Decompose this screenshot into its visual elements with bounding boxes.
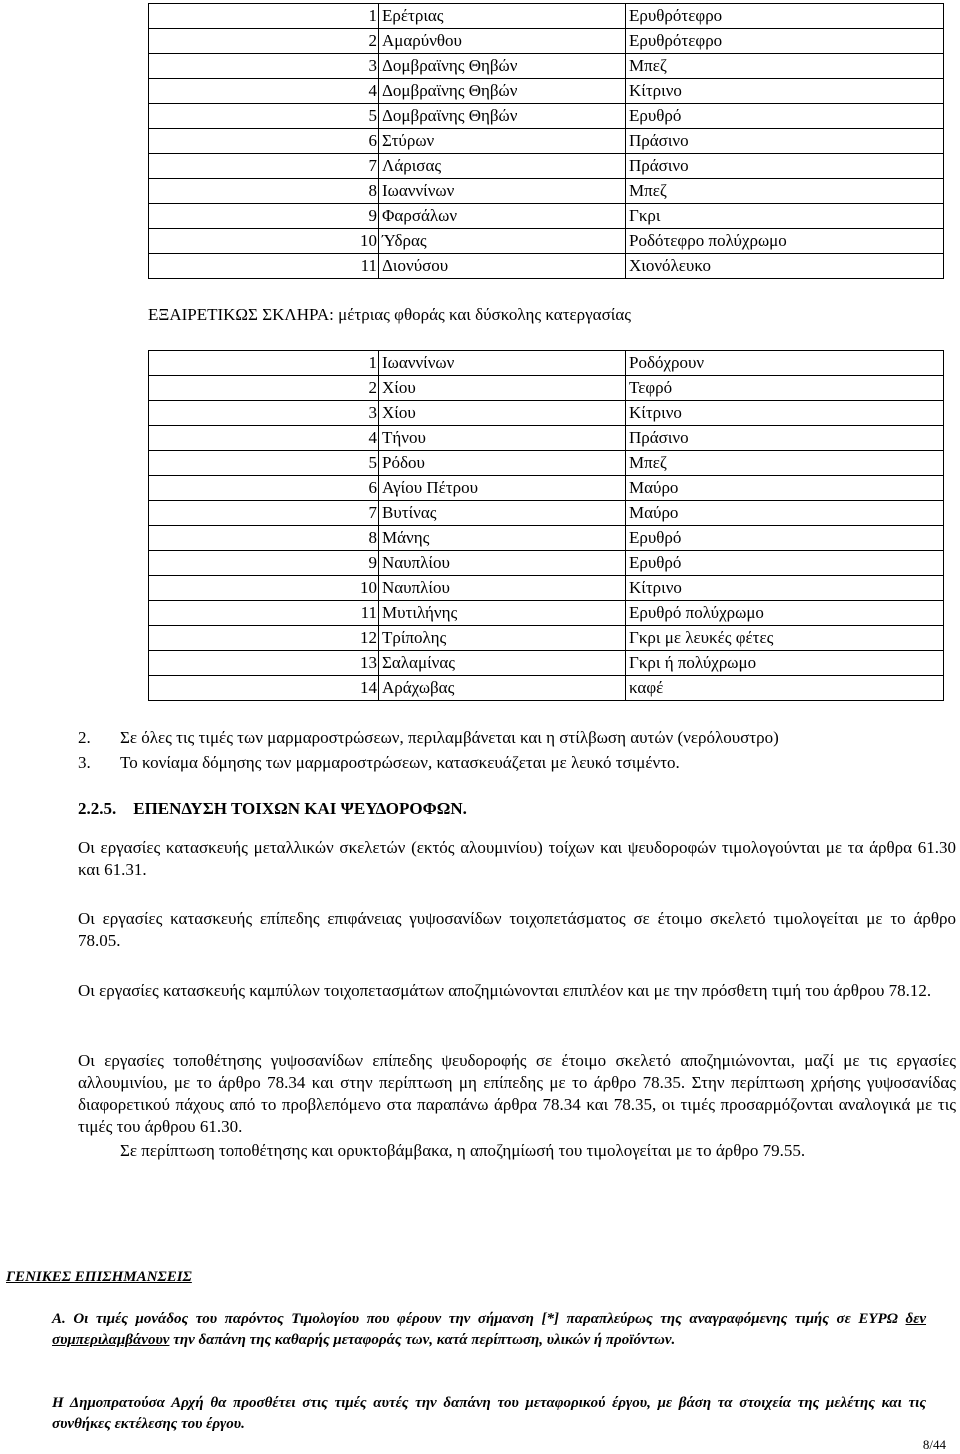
table-row <box>149 351 944 376</box>
note-a <box>52 1309 926 1351</box>
stone-color: Ροδότεφρο πολύχρωμο <box>626 229 944 254</box>
row-number: 2 <box>149 376 379 401</box>
row-number: 10 <box>149 229 379 254</box>
table-row <box>149 526 944 551</box>
stone-color: Ερυθρό <box>626 104 944 129</box>
quarry-name: Λάρισας <box>379 154 626 179</box>
table-row <box>149 204 944 229</box>
table-row <box>149 4 944 29</box>
table-row <box>149 179 944 204</box>
quarry-name: Ιωαννίνων <box>379 351 626 376</box>
quarry-name: Δομβραϊνης Θηβών <box>379 104 626 129</box>
stone-color: Ερυθρότεφρο <box>626 29 944 54</box>
table-row <box>149 551 944 576</box>
quarry-name: Στύρων <box>379 129 626 154</box>
table-row <box>149 576 944 601</box>
list-text: Σε όλες τις τιμές των μαρμαροστρώσεων, περιλαμβάνεται και η στίλβωση αυτών (νερόλουστρο) <box>120 728 779 747</box>
table-row <box>149 451 944 476</box>
note-a-part1: Α. Οι τιμές μονάδος του παρόντος Τιμολογίου που φέρουν την σήμανση [*] παραπλεύρως της αναγραφόμενης τιμής σε ΕΥΡΩ <box>52 1311 898 1327</box>
row-number: 7 <box>149 154 379 179</box>
table-row <box>149 54 944 79</box>
table-row <box>149 476 944 501</box>
list-number: 2. <box>78 728 91 747</box>
table-row <box>149 376 944 401</box>
quarry-name: Ναυπλίου <box>379 576 626 601</box>
row-number: 2 <box>149 29 379 54</box>
stone-color: Πράσινο <box>626 129 944 154</box>
page-number: 8/44 <box>922 1437 946 1452</box>
stone-color: Κίτρινο <box>626 576 944 601</box>
table-row <box>149 104 944 129</box>
row-number: 3 <box>149 401 379 426</box>
row-number: 4 <box>149 426 379 451</box>
quarry-name: Τήνου <box>379 426 626 451</box>
stone-color: Γκρι <box>626 204 944 229</box>
list-number: 3. <box>78 753 91 772</box>
row-number: 9 <box>149 204 379 229</box>
row-number: 1 <box>149 351 379 376</box>
paragraph: Οι εργασίες τοποθέτησης γυψοσανίδων επίπεδης ψευδοροφής σε έτοιμο σκελετό αποζημιώνονται, μαζί με τις εργασίες αλλουμινίου, με το άρθρο 78.34 και στην περίπτωση μη επίπεδης με το άρθρο 78.35. Στην περίπτωση χρήσης γυψοσανίδας διαφορετικού πάχους από το προβλεπόμενο στα παραπάνω άρθρα 78.34 και 78.35, οι τιμές προσαρμόζονται αναλογικά με τις τιμές του άρθρου 61.30. <box>78 1051 956 1136</box>
stone-color: Ερυθρό <box>626 551 944 576</box>
stone-table-1 <box>148 3 944 279</box>
stone-color: Ερυθρό πολύχρωμο <box>626 601 944 626</box>
quarry-name: Αγίου Πέτρου <box>379 476 626 501</box>
stone-color: Πράσινο <box>626 426 944 451</box>
section-number: 2.2.5. <box>78 799 117 818</box>
subheading: ΕΞΑΙΡΕΤΙΚΩΣ ΣΚΛΗΡΑ: μέτριας φθοράς και δύσκολης κατεργασίας <box>148 305 631 324</box>
quarry-name: Τρίπολης <box>379 626 626 651</box>
quarry-name: Δομβραϊνης Θηβών <box>379 79 626 104</box>
stone-color: Κίτρινο <box>626 79 944 104</box>
row-number: 8 <box>149 526 379 551</box>
quarry-name: Χίου <box>379 401 626 426</box>
stone-color: Χιονόλευκο <box>626 254 944 279</box>
paragraph: Οι εργασίες κατασκευής επίπεδης επιφάνειας γυψοσανίδων τοιχοπετάσματος σε έτοιμο σκελετό τιμολογείται με το άρθρο 78.05. <box>78 909 956 950</box>
row-number: 11 <box>149 254 379 279</box>
stone-color: Ερυθρότεφρο <box>626 4 944 29</box>
table-row <box>149 626 944 651</box>
table-row <box>149 676 944 701</box>
row-number: 4 <box>149 79 379 104</box>
stone-color: Τεφρό <box>626 376 944 401</box>
stone-color: Μπεζ <box>626 451 944 476</box>
row-number: 1 <box>149 4 379 29</box>
quarry-name: Ερέτριας <box>379 4 626 29</box>
quarry-name: Ρόδου <box>379 451 626 476</box>
table-row <box>149 426 944 451</box>
stone-color: Πράσινο <box>626 154 944 179</box>
general-notes-heading: ΓΕΝΙΚΕΣ ΕΠΙΣΗΜΑΝΣΕΙΣ <box>6 1269 192 1285</box>
table-row <box>149 79 944 104</box>
stone-color: Μαύρο <box>626 501 944 526</box>
stone-color: Μπεζ <box>626 179 944 204</box>
row-number: 6 <box>149 129 379 154</box>
quarry-name: Δομβραϊνης Θηβών <box>379 54 626 79</box>
table-row <box>149 254 944 279</box>
quarry-name: Ύδρας <box>379 229 626 254</box>
note-a-part2: την δαπάνη της καθαρής μεταφοράς των, κατά περίπτωση, υλικών ή προϊόντων. <box>173 1332 676 1348</box>
stone-color: καφέ <box>626 676 944 701</box>
quarry-name: Σαλαμίνας <box>379 651 626 676</box>
table-row <box>149 401 944 426</box>
quarry-name: Αράχωβας <box>379 676 626 701</box>
row-number: 9 <box>149 551 379 576</box>
paragraph: Οι εργασίες κατασκευής μεταλλικών σκελετών (εκτός αλουμινίου) τοίχων και ψευδοροφών τιμολογούνται με τα άρθρα 61.30 και 61.31. <box>78 838 956 879</box>
row-number: 5 <box>149 104 379 129</box>
row-number: 14 <box>149 676 379 701</box>
row-number: 7 <box>149 501 379 526</box>
stone-color: Γκρι ή πολύχρωμο <box>626 651 944 676</box>
table-row <box>149 29 944 54</box>
table-row <box>149 229 944 254</box>
note-a-underlined: δεν συμπεριλαμβάνουν <box>52 1311 927 1348</box>
stone-color: Μαύρο <box>626 476 944 501</box>
section-title: ΕΠΕΝΔΥΣΗ ΤΟΙΧΩΝ ΚΑΙ ΨΕΥΔΟΡΟΦΩΝ. <box>133 799 467 818</box>
row-number: 5 <box>149 451 379 476</box>
quarry-name: Φαρσάλων <box>379 204 626 229</box>
row-number: 11 <box>149 601 379 626</box>
row-number: 8 <box>149 179 379 204</box>
stone-color: Γκρι με λευκές φέτες <box>626 626 944 651</box>
row-number: 3 <box>149 54 379 79</box>
stone-color: Μπεζ <box>626 54 944 79</box>
quarry-name: Μάνης <box>379 526 626 551</box>
quarry-name: Ναυπλίου <box>379 551 626 576</box>
table-row <box>149 501 944 526</box>
table-row <box>149 601 944 626</box>
quarry-name: Μυτιλήνης <box>379 601 626 626</box>
stone-table-2 <box>148 350 944 701</box>
quarry-name: Διονύσου <box>379 254 626 279</box>
paragraph: Οι εργασίες κατασκευής καμπύλων τοιχοπετασμάτων αποζημιώνονται επιπλέον και με την πρόσθετη τιμή του άρθρου 78.12. <box>78 981 932 1000</box>
stone-color: Κίτρινο <box>626 401 944 426</box>
quarry-name: Χίου <box>379 376 626 401</box>
stone-color: Ροδόχρουν <box>626 351 944 376</box>
section-heading <box>78 798 467 820</box>
row-number: 12 <box>149 626 379 651</box>
row-number: 10 <box>149 576 379 601</box>
table-row <box>149 154 944 179</box>
quarry-name: Αμαρύνθου <box>379 29 626 54</box>
paragraph: Σε περίπτωση τοποθέτησης και ορυκτοβάμβακα, η αποζημίωσή του τιμολογείται με το άρθρο 79.55. <box>120 1141 806 1160</box>
stone-color: Ερυθρό <box>626 526 944 551</box>
note-b: Η Δημοπρατούσα Αρχή θα προσθέτει στις τιμές αυτές την δαπάνη του μεταφορικού έργου, με βάση τα στοιχεία της μελέτης και τις συνθήκες εκτέλεσης του έργου. <box>52 1395 926 1432</box>
list-item <box>78 727 779 749</box>
row-number: 13 <box>149 651 379 676</box>
table-row <box>149 129 944 154</box>
row-number: 6 <box>149 476 379 501</box>
list-item <box>78 752 680 774</box>
quarry-name: Ιωαννίνων <box>379 179 626 204</box>
table-row <box>149 651 944 676</box>
list-text: Το κονίαμα δόμησης των μαρμαροστρώσεων, κατασκευάζεται με λευκό τσιμέντο. <box>120 753 680 772</box>
quarry-name: Βυτίνας <box>379 501 626 526</box>
